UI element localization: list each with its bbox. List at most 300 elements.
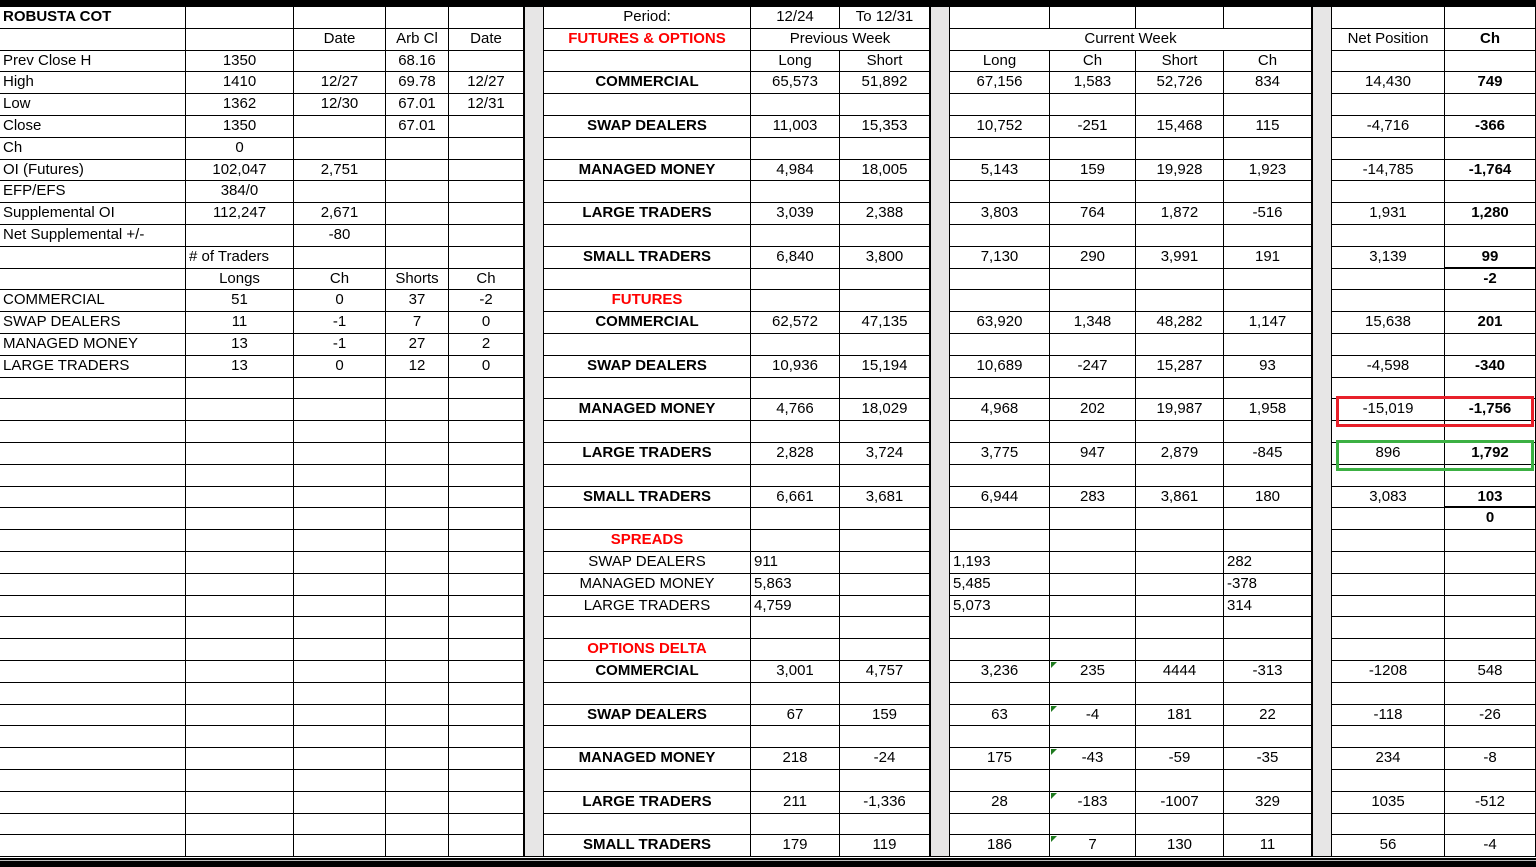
empty-cell[interactable] [1332,770,1445,792]
traders-value[interactable]: 13 [186,334,294,356]
stat-value[interactable]: 1350 [186,116,294,138]
prev-long[interactable]: 6,840 [751,247,840,269]
section-futures-options[interactable]: FUTURES & OPTIONS [544,29,751,51]
empty-cell[interactable] [1050,290,1136,312]
cur-short[interactable]: 48,282 [1136,312,1224,334]
empty-cell[interactable] [1136,225,1224,247]
traders-value[interactable]: 11 [186,312,294,334]
net-position[interactable]: 15,638 [1332,312,1445,334]
row-label[interactable]: SMALL TRADERS [544,247,751,269]
stat-arb[interactable] [386,138,449,160]
empty-cell[interactable] [1445,7,1536,29]
row-label[interactable]: MANAGED MONEY [544,399,751,421]
traders-value[interactable]: 37 [386,290,449,312]
row-label[interactable]: MANAGED MONEY [544,160,751,181]
empty-cell[interactable] [840,421,930,443]
empty-cell[interactable] [386,443,449,465]
empty-cell[interactable] [0,835,186,857]
header-date[interactable]: Date [294,29,386,51]
empty-cell[interactable] [186,378,294,399]
empty-cell[interactable] [1332,726,1445,748]
empty-cell[interactable] [294,465,386,487]
empty-cell[interactable] [1136,574,1224,596]
cur-short[interactable]: 15,287 [1136,356,1224,378]
net-position[interactable]: -1208 [1332,661,1445,683]
row-label[interactable]: LARGE TRADERS [544,443,751,465]
empty-cell[interactable] [1136,617,1224,639]
spreadsheet-grid[interactable] [0,7,1536,858]
empty-cell[interactable] [1050,269,1136,290]
empty-cell[interactable] [544,181,751,203]
empty-cell[interactable] [1332,290,1445,312]
empty-cell[interactable] [449,661,524,683]
net-position[interactable]: 14,430 [1332,72,1445,94]
empty-cell[interactable] [294,399,386,421]
row-label[interactable]: MANAGED MONEY [544,748,751,770]
empty-cell[interactable] [1224,290,1312,312]
empty-cell[interactable] [751,465,840,487]
traders-value[interactable]: 0 [449,356,524,378]
net-ch[interactable]: -340 [1445,356,1536,378]
empty-cell[interactable] [840,269,930,290]
empty-cell[interactable] [544,465,751,487]
empty-cell[interactable] [751,269,840,290]
empty-cell[interactable] [751,181,840,203]
empty-cell[interactable] [0,726,186,748]
net-position[interactable]: 3,139 [1332,247,1445,269]
cur-long[interactable]: 67,156 [950,72,1050,94]
row-label[interactable]: COMMERCIAL [544,72,751,94]
empty-cell[interactable] [1224,530,1312,552]
prev-long[interactable]: 11,003 [751,116,840,138]
cur-short[interactable]: 2,879 [1136,443,1224,465]
row-label[interactable]: SMALL TRADERS [544,835,751,857]
empty-cell[interactable] [0,596,186,617]
net-position[interactable]: -118 [1332,705,1445,726]
empty-cell[interactable] [1224,334,1312,356]
section-options-delta[interactable]: OPTIONS DELTA [544,639,751,661]
empty-cell[interactable] [1136,639,1224,661]
empty-cell[interactable] [186,683,294,705]
traders-header[interactable]: Ch [294,269,386,290]
empty-cell[interactable] [294,835,386,857]
short-ch[interactable]: -516 [1224,203,1312,225]
cur-long[interactable]: 3,775 [950,443,1050,465]
empty-cell[interactable] [950,508,1050,530]
empty-cell[interactable] [840,508,930,530]
empty-cell[interactable] [0,770,186,792]
cur-short[interactable]: 52,726 [1136,72,1224,94]
empty-cell[interactable] [386,683,449,705]
header-current-week[interactable]: Current Week [950,29,1312,51]
net-position[interactable]: 3,083 [1332,487,1445,508]
cur-short[interactable]: 4444 [1136,661,1224,683]
empty-cell[interactable] [544,334,751,356]
empty-cell[interactable] [1224,269,1312,290]
stat-arb[interactable]: 68.16 [386,51,449,72]
row-label[interactable]: SWAP DEALERS [544,116,751,138]
empty-cell[interactable] [449,574,524,596]
cur-long[interactable]: 7,130 [950,247,1050,269]
cur-short[interactable]: 19,987 [1136,399,1224,421]
prev-short[interactable]: 2,388 [840,203,930,225]
long-ch[interactable]: 1,348 [1050,312,1136,334]
empty-cell[interactable] [840,770,930,792]
empty-cell[interactable] [1445,617,1536,639]
stat-arb[interactable]: 67.01 [386,94,449,116]
header-net-position[interactable]: Net Position [1332,29,1445,51]
cur-short[interactable]: 3,861 [1136,487,1224,508]
empty-cell[interactable] [186,465,294,487]
net-ch[interactable]: 103 [1445,487,1536,508]
short-ch[interactable]: 180 [1224,487,1312,508]
net-ch[interactable]: 99 [1445,247,1536,269]
stat-label[interactable]: Prev Close H [0,51,186,72]
prev-short[interactable]: 159 [840,705,930,726]
empty-cell[interactable] [1224,770,1312,792]
prev-short[interactable]: 47,135 [840,312,930,334]
net-ch[interactable]: -1,756 [1445,399,1536,421]
empty-cell[interactable] [0,705,186,726]
empty-cell[interactable] [294,770,386,792]
spread-cur[interactable]: 1,193 [950,552,1050,574]
row-label[interactable]: SWAP DEALERS [544,356,751,378]
empty-cell[interactable] [294,683,386,705]
empty-cell[interactable] [544,814,751,835]
long-ch[interactable]: -183 [1050,792,1136,814]
empty-cell[interactable] [294,552,386,574]
stat-label[interactable]: Low [0,94,186,116]
empty-cell[interactable] [1224,726,1312,748]
empty-cell[interactable] [751,726,840,748]
traders-row-label[interactable]: SWAP DEALERS [0,312,186,334]
stat-date[interactable]: -80 [294,225,386,247]
empty-cell[interactable] [840,290,930,312]
empty-cell[interactable] [751,814,840,835]
empty-cell[interactable] [840,726,930,748]
empty-cell[interactable] [386,661,449,683]
stat-date[interactable]: 2,671 [294,203,386,225]
short-ch[interactable]: -313 [1224,661,1312,683]
prev-long[interactable]: 4,766 [751,399,840,421]
empty-cell[interactable] [1224,378,1312,399]
short-ch[interactable]: 1,147 [1224,312,1312,334]
empty-cell[interactable] [1445,574,1536,596]
empty-cell[interactable] [1050,378,1136,399]
empty-cell[interactable] [1050,639,1136,661]
empty-cell[interactable] [1136,181,1224,203]
spread-cur[interactable]: 5,073 [950,596,1050,617]
empty-cell[interactable] [449,639,524,661]
empty-cell[interactable] [1445,530,1536,552]
empty-cell[interactable] [1332,596,1445,617]
empty-cell[interactable] [950,138,1050,160]
net-ch[interactable]: -26 [1445,705,1536,726]
empty-cell[interactable] [1445,726,1536,748]
empty-cell[interactable] [1224,421,1312,443]
empty-cell[interactable] [1136,138,1224,160]
stat-value[interactable]: 0 [186,138,294,160]
empty-cell[interactable] [840,181,930,203]
cur-long[interactable]: 10,752 [950,116,1050,138]
empty-cell[interactable] [1050,465,1136,487]
empty-cell[interactable] [1050,617,1136,639]
cur-long[interactable]: 5,143 [950,160,1050,181]
empty-cell[interactable] [294,421,386,443]
empty-cell[interactable] [386,378,449,399]
empty-cell[interactable] [0,792,186,814]
empty-cell[interactable] [544,378,751,399]
header-ch[interactable]: Ch [1050,51,1136,72]
empty-cell[interactable] [544,726,751,748]
empty-cell[interactable] [386,792,449,814]
empty-cell[interactable] [840,138,930,160]
empty-cell[interactable] [186,443,294,465]
empty-cell[interactable] [386,726,449,748]
empty-cell[interactable] [186,661,294,683]
empty-cell[interactable] [294,487,386,508]
traders-value[interactable]: 27 [386,334,449,356]
empty-cell[interactable] [751,617,840,639]
empty-cell[interactable] [1050,770,1136,792]
empty-cell[interactable] [1136,334,1224,356]
empty-cell[interactable] [1332,181,1445,203]
prev-short[interactable]: 15,353 [840,116,930,138]
empty-cell[interactable] [186,835,294,857]
long-ch[interactable]: 764 [1050,203,1136,225]
stat-arb[interactable] [386,225,449,247]
empty-cell[interactable] [950,421,1050,443]
traders-header[interactable]: Shorts [386,269,449,290]
empty-cell[interactable] [544,617,751,639]
cur-long[interactable]: 175 [950,748,1050,770]
empty-cell[interactable] [1445,138,1536,160]
stat-value[interactable]: 112,247 [186,203,294,225]
net-position[interactable]: -14,785 [1332,160,1445,181]
empty-cell[interactable] [1136,683,1224,705]
empty-cell[interactable] [1136,508,1224,530]
cur-long[interactable]: 6,944 [950,487,1050,508]
prev-short[interactable]: 4,757 [840,661,930,683]
spread-prev[interactable]: 911 [751,552,840,574]
empty-cell[interactable] [751,334,840,356]
empty-cell[interactable] [1332,683,1445,705]
empty-cell[interactable] [294,726,386,748]
empty-cell[interactable] [294,508,386,530]
empty-cell[interactable] [294,378,386,399]
empty-cell[interactable] [449,399,524,421]
empty-cell[interactable] [186,770,294,792]
stat-arb-date[interactable] [449,51,524,72]
prev-long[interactable]: 6,661 [751,487,840,508]
period-to[interactable]: To 12/31 [840,7,930,29]
net-position[interactable]: 896 [1332,443,1445,465]
spread-cur[interactable]: 5,485 [950,574,1050,596]
empty-cell[interactable] [449,465,524,487]
empty-cell[interactable] [1050,596,1136,617]
empty-cell[interactable] [1050,552,1136,574]
empty-cell[interactable] [544,683,751,705]
empty-cell[interactable] [950,530,1050,552]
empty-cell[interactable] [0,574,186,596]
traders-value[interactable]: -1 [294,334,386,356]
long-ch[interactable]: -4 [1050,705,1136,726]
stat-date[interactable] [294,51,386,72]
stat-label[interactable]: Close [0,116,186,138]
net-ch[interactable]: -8 [1445,748,1536,770]
empty-cell[interactable] [386,7,449,29]
empty-cell[interactable] [449,552,524,574]
header-arb-date[interactable]: Date [449,29,524,51]
row-label[interactable]: LARGE TRADERS [544,203,751,225]
traders-value[interactable]: 2 [449,334,524,356]
empty-cell[interactable] [1050,508,1136,530]
empty-cell[interactable] [840,465,930,487]
net-ch[interactable]: 201 [1445,312,1536,334]
empty-cell[interactable] [1224,683,1312,705]
empty-cell[interactable] [449,421,524,443]
empty-cell[interactable] [1050,530,1136,552]
stat-arb[interactable] [386,160,449,181]
empty-cell[interactable] [1224,138,1312,160]
empty-cell[interactable] [1224,181,1312,203]
empty-cell[interactable] [386,574,449,596]
short-ch[interactable]: 11 [1224,835,1312,857]
cur-long[interactable]: 63,920 [950,312,1050,334]
empty-cell[interactable] [386,421,449,443]
empty-cell[interactable] [186,487,294,508]
sheet-title[interactable]: ROBUSTA COT [0,7,186,29]
prev-long[interactable]: 2,828 [751,443,840,465]
prev-long[interactable]: 10,936 [751,356,840,378]
stat-label[interactable]: EFP/EFS [0,181,186,203]
empty-cell[interactable] [1445,51,1536,72]
empty-cell[interactable] [1332,508,1445,530]
empty-cell[interactable] [449,726,524,748]
empty-cell[interactable] [186,530,294,552]
prev-long[interactable]: 62,572 [751,312,840,334]
empty-cell[interactable] [449,487,524,508]
empty-cell[interactable] [1050,7,1136,29]
empty-cell[interactable] [544,770,751,792]
empty-cell[interactable] [1445,552,1536,574]
cur-long[interactable]: 3,236 [950,661,1050,683]
empty-cell[interactable] [294,748,386,770]
empty-cell[interactable] [186,748,294,770]
header-short[interactable]: Short [1136,51,1224,72]
empty-cell[interactable] [751,508,840,530]
prev-short[interactable]: -24 [840,748,930,770]
traders-row-label[interactable]: MANAGED MONEY [0,334,186,356]
cur-long[interactable]: 3,803 [950,203,1050,225]
cur-short[interactable]: 181 [1136,705,1224,726]
empty-cell[interactable] [294,596,386,617]
empty-cell[interactable] [449,378,524,399]
empty-cell[interactable] [751,138,840,160]
empty-cell[interactable] [1332,814,1445,835]
empty-cell[interactable] [950,290,1050,312]
long-ch[interactable]: 283 [1050,487,1136,508]
prev-long[interactable]: 67 [751,705,840,726]
net-position[interactable]: 1,931 [1332,203,1445,225]
empty-cell[interactable] [0,421,186,443]
cur-short[interactable]: 1,872 [1136,203,1224,225]
empty-cell[interactable] [1224,225,1312,247]
empty-cell[interactable] [1445,639,1536,661]
stat-arb-date[interactable] [449,181,524,203]
short-ch[interactable]: 329 [1224,792,1312,814]
empty-cell[interactable] [449,835,524,857]
traders-value[interactable]: 12 [386,356,449,378]
spread-ch[interactable]: 282 [1224,552,1312,574]
empty-cell[interactable] [1050,683,1136,705]
stat-date[interactable] [294,116,386,138]
empty-cell[interactable] [386,247,449,269]
empty-cell[interactable] [751,770,840,792]
empty-cell[interactable] [1224,7,1312,29]
empty-cell[interactable] [449,508,524,530]
empty-cell[interactable] [0,247,186,269]
empty-cell[interactable] [1136,7,1224,29]
row-label[interactable]: COMMERCIAL [544,661,751,683]
empty-cell[interactable] [386,508,449,530]
empty-cell[interactable] [186,7,294,29]
traders-value[interactable]: -2 [449,290,524,312]
long-ch[interactable]: 202 [1050,399,1136,421]
empty-cell[interactable] [294,530,386,552]
empty-cell[interactable] [1332,574,1445,596]
net-ch[interactable]: -512 [1445,792,1536,814]
long-ch[interactable]: 235 [1050,661,1136,683]
empty-cell[interactable] [950,269,1050,290]
traders-value[interactable]: 0 [294,356,386,378]
stat-value[interactable]: 1362 [186,94,294,116]
futures-total[interactable]: 0 [1445,508,1536,530]
empty-cell[interactable] [751,225,840,247]
empty-cell[interactable] [186,726,294,748]
empty-cell[interactable] [186,574,294,596]
long-ch[interactable]: -251 [1050,116,1136,138]
empty-cell[interactable] [449,705,524,726]
empty-cell[interactable] [1332,552,1445,574]
empty-cell[interactable] [950,814,1050,835]
empty-cell[interactable] [386,748,449,770]
long-ch[interactable]: 159 [1050,160,1136,181]
traders-value[interactable]: -1 [294,312,386,334]
empty-cell[interactable] [0,269,186,290]
period-from[interactable]: 12/24 [751,7,840,29]
empty-cell[interactable] [751,683,840,705]
stat-value[interactable] [186,225,294,247]
empty-cell[interactable] [950,181,1050,203]
empty-cell[interactable] [386,617,449,639]
short-ch[interactable]: 115 [1224,116,1312,138]
empty-cell[interactable] [1332,94,1445,116]
stat-value[interactable]: 384/0 [186,181,294,203]
empty-cell[interactable] [186,639,294,661]
traders-value[interactable]: 7 [386,312,449,334]
header-ch[interactable]: Ch [1224,51,1312,72]
short-ch[interactable]: 22 [1224,705,1312,726]
empty-cell[interactable] [1050,94,1136,116]
short-ch[interactable]: 1,923 [1224,160,1312,181]
stat-date[interactable]: 12/30 [294,94,386,116]
empty-cell[interactable] [449,443,524,465]
cur-long[interactable]: 63 [950,705,1050,726]
empty-cell[interactable] [1445,814,1536,835]
empty-cell[interactable] [386,399,449,421]
prev-short[interactable]: 3,681 [840,487,930,508]
